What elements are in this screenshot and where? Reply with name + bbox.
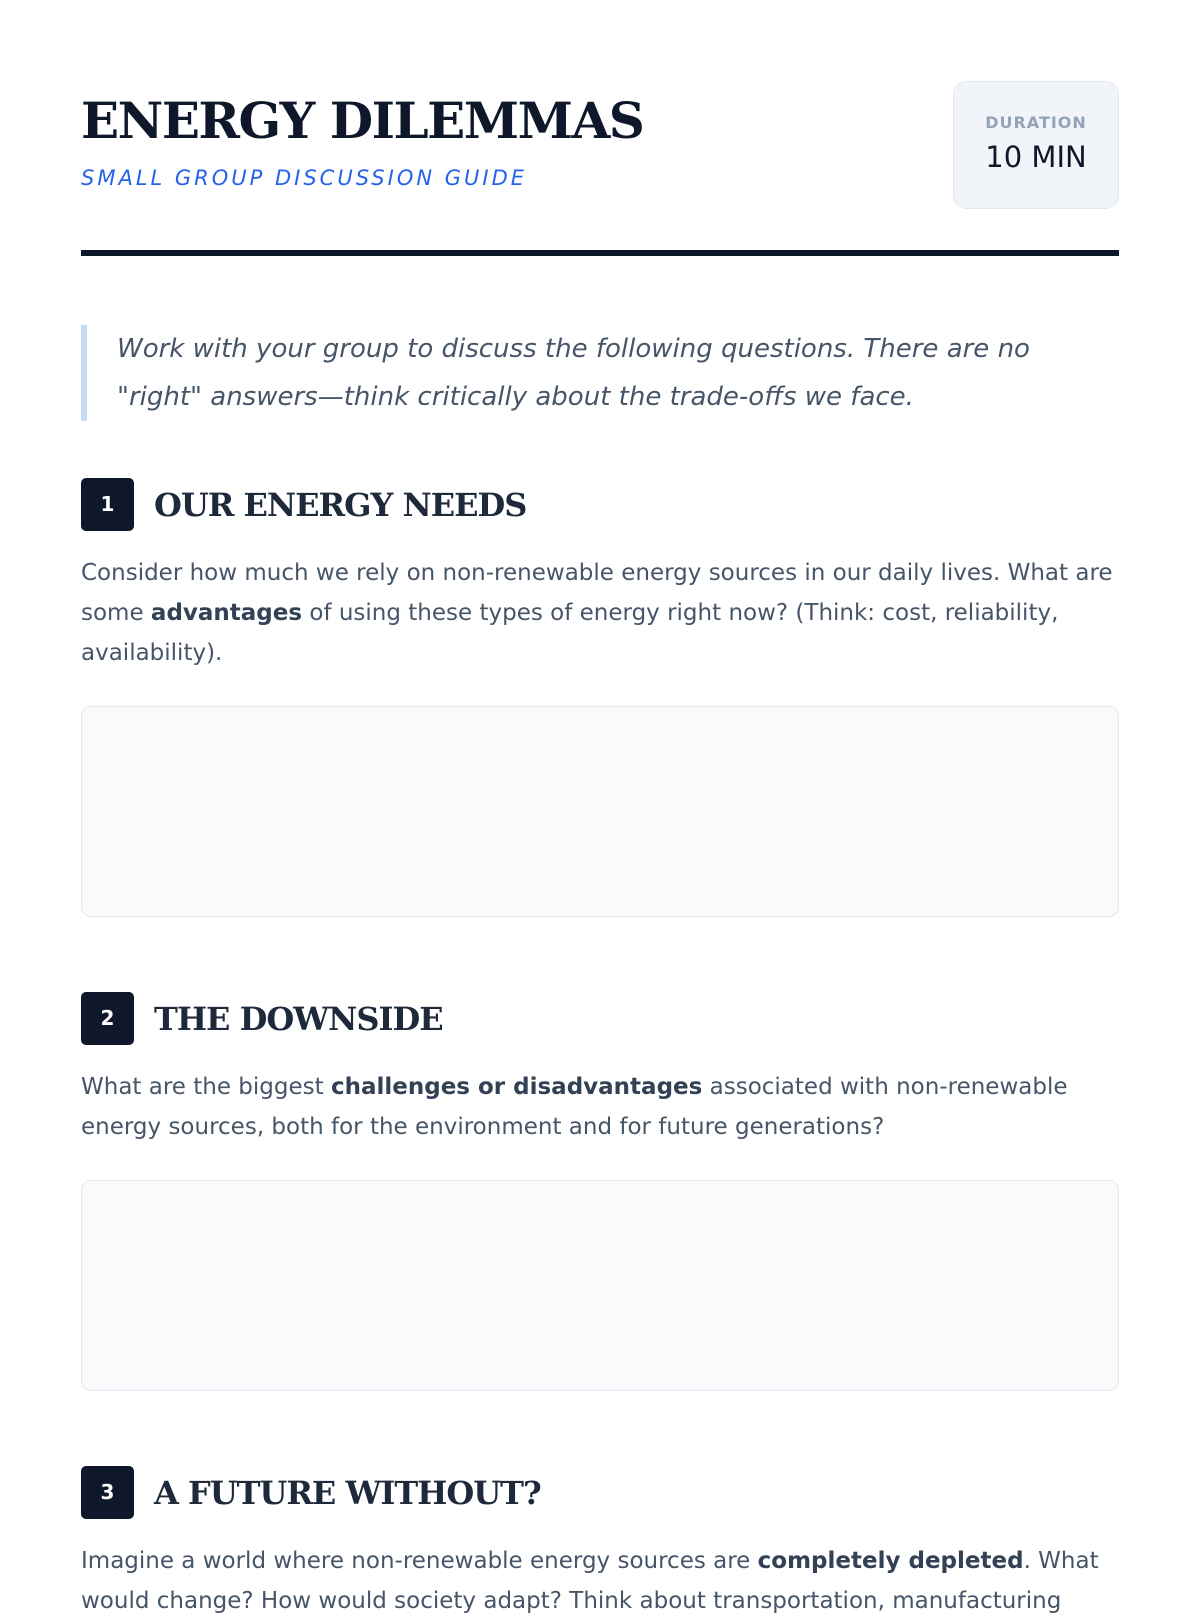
prompt-text: of using these types of energy right now? (Think: cost, reliability, availability). (81, 600, 1059, 666)
question-prompt (81, 1067, 1119, 1147)
prompt-emphasis: challenges or disadvantages (330, 1074, 703, 1100)
question-prompt (81, 553, 1119, 673)
page-subtitle: SMALL GROUP DISCUSSION GUIDE (81, 166, 528, 190)
section-title: A FUTURE WITHOUT? (154, 1474, 541, 1512)
prompt-text: Consider how much we rely on non-renewable energy sources in our daily lives. What are some (81, 560, 1113, 626)
section-header (81, 992, 1119, 1045)
duration-value: 10 MIN (985, 140, 1087, 174)
section-title: OUR ENERGY NEEDS (154, 486, 527, 524)
prompt-emphasis: completely depleted (757, 1548, 1024, 1574)
section-number-badge: 2 (81, 992, 134, 1045)
question-section-3 (81, 1466, 1119, 1621)
duration-label: DURATION (985, 113, 1087, 132)
section-title: THE DOWNSIDE (154, 1000, 443, 1038)
section-number-badge: 1 (81, 478, 134, 531)
question-prompt (81, 1541, 1119, 1621)
section-number-badge: 3 (81, 1466, 134, 1519)
question-section-2 (81, 992, 1119, 1391)
page-title: ENERGY DILEMMAS (81, 91, 644, 150)
prompt-emphasis: advantages (150, 600, 303, 626)
prompt-text: associated with non-renewable energy sources, both for the environment and for future generations? (81, 1074, 1068, 1140)
intro-callout: Work with your group to discuss the following questions. There are no "right" answers—think critically about the trade-offs we face. (81, 325, 1119, 421)
question-section-1 (81, 478, 1119, 917)
prompt-text: . What would change? How would society adapt? Think about transportation, manufacturing (81, 1548, 1099, 1614)
duration-badge (953, 81, 1119, 209)
section-header (81, 1466, 1119, 1519)
answer-box[interactable] (81, 706, 1119, 917)
page-header (81, 0, 1119, 256)
prompt-text: What are the biggest (81, 1074, 331, 1100)
header-divider (81, 250, 1119, 256)
section-header (81, 478, 1119, 531)
answer-box[interactable] (81, 1180, 1119, 1391)
prompt-text: Imagine a world where non-renewable energy sources are (81, 1548, 758, 1574)
